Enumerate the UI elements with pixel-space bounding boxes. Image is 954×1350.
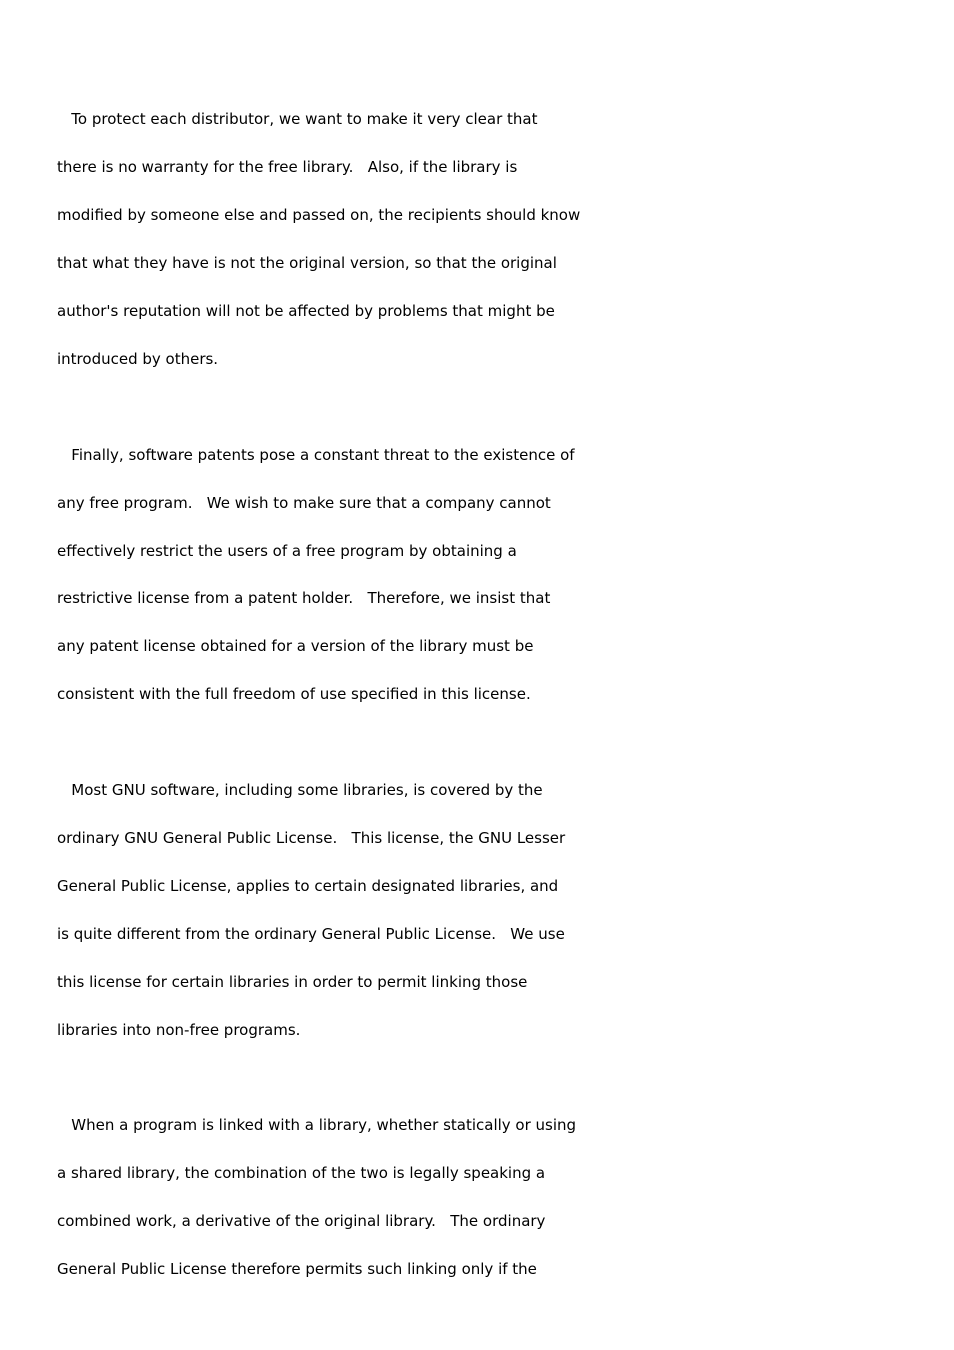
text-line: introduced by others.: [57, 350, 219, 368]
text-line: that what they have is not the original version, so that the original: [57, 254, 557, 272]
text-line: effectively restrict the users of a free program by obtaining a: [57, 542, 517, 560]
text-line: there is no warranty for the free library. Also, if the library is: [57, 158, 518, 176]
text-line: Finally, software patents pose a constant threat to the existence of: [57, 446, 575, 464]
text-line: any patent license obtained for a version of the library must be: [57, 637, 534, 655]
text-line: General Public License therefore permits such linking only if the: [57, 1260, 537, 1278]
text-line: When a program is linked with a library, whether statically or using: [57, 1116, 577, 1134]
text-line: any free program. We wish to make sure that a company cannot: [57, 494, 551, 512]
text-line: consistent with the full freedom of use specified in this license.: [57, 685, 531, 703]
text-line: ordinary GNU General Public License. This license, the GNU Lesser: [57, 829, 566, 847]
text-line: restrictive license from a patent holder. Therefore, we insist that: [57, 589, 551, 607]
text-line: Most GNU software, including some libraries, is covered by the: [57, 781, 543, 799]
text-line: To protect each distributor, we want to make it very clear that: [57, 110, 538, 128]
text-line: author's reputation will not be affected by problems that might be: [57, 302, 555, 320]
text-line: this license for certain libraries in order to permit linking those: [57, 973, 528, 991]
text-line: is quite different from the ordinary General Public License. We use: [57, 925, 565, 943]
text-line: a shared library, the combination of the two is legally speaking a: [57, 1164, 546, 1182]
text-line: General Public License, applies to certain designated libraries, and: [57, 877, 559, 895]
text-line: libraries into non-free programs.: [57, 1021, 301, 1039]
text-line: combined work, a derivative of the original library. The ordinary: [57, 1212, 546, 1230]
text-line: modified by someone else and passed on, the recipients should know: [57, 206, 581, 224]
